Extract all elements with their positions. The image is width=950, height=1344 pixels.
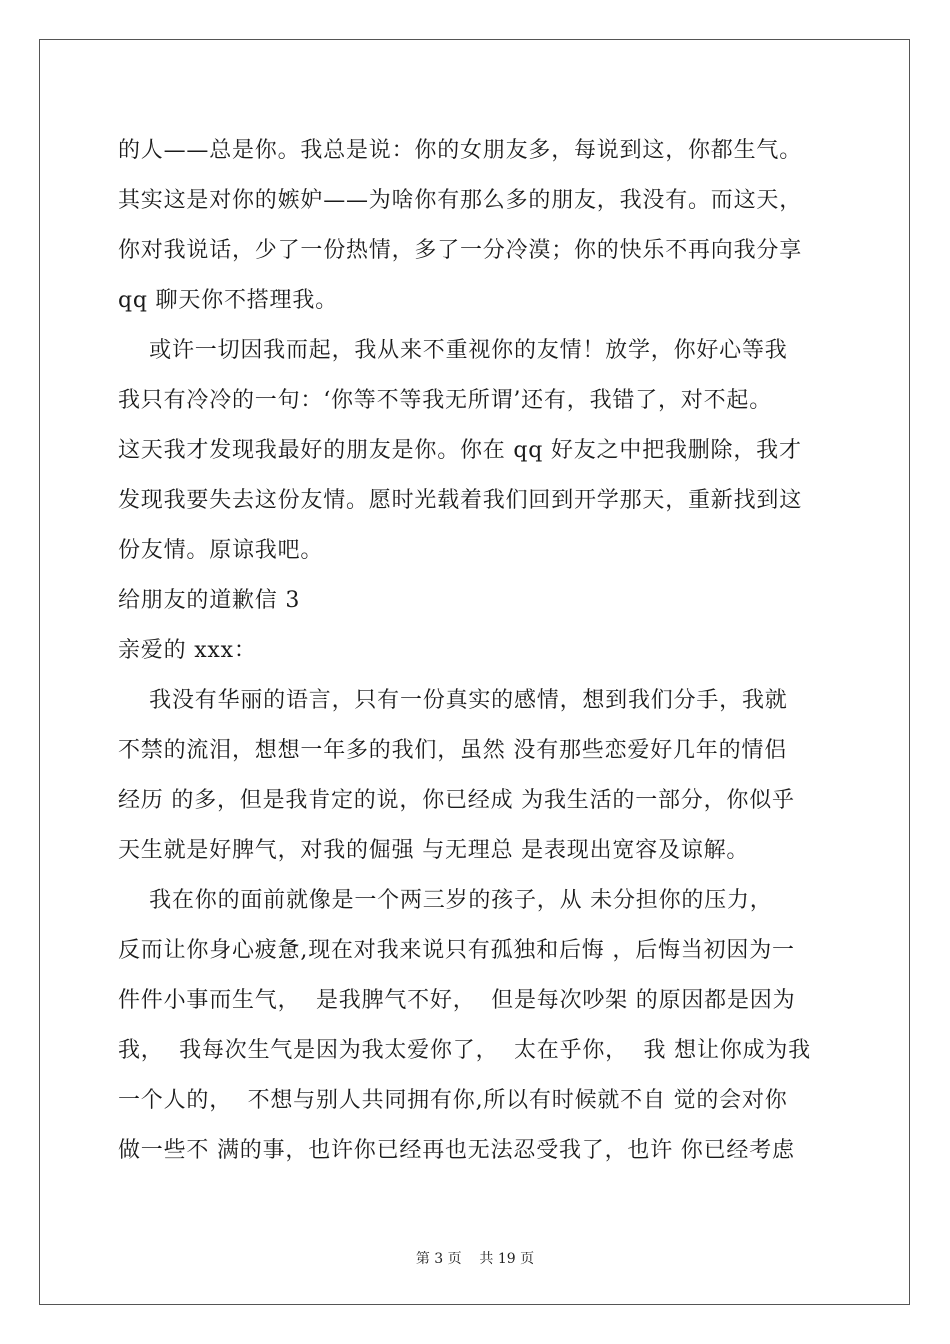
text-line: 反而让你身心疲惫,现在对我来说只有孤独和后悔 ，后悔当初因为一 bbox=[118, 938, 795, 963]
text-line: 其实这是对你的嫉妒——为啥你有那么多的朋友，我没有。而这天， bbox=[118, 188, 803, 213]
salutation: 亲爱的 xxx： bbox=[118, 638, 257, 663]
text-line: 经历 的多，但是我肯定的说，你已经成 为我生活的一部分，你似乎 bbox=[118, 788, 795, 813]
text-line: 发现我要失去这份友情。愿时光载着我们回到开学那天，重新找到这 bbox=[118, 488, 803, 513]
text-line: 我只有冷冷的一句：‘你等不等我无所谓’还有，我错了，对不起。 bbox=[118, 388, 772, 413]
text-line: 件件小事而生气， 是我脾气不好， 但是每次吵架 的原因都是因为 bbox=[118, 988, 796, 1013]
section-heading: 给朋友的道歉信 3 bbox=[118, 588, 301, 613]
text-line: 我， 我每次生气是因为我太爱你了， 太在乎你， 我 想让你成为我 bbox=[118, 1038, 811, 1063]
text-line: qq 聊天你不搭理我。 bbox=[118, 288, 338, 313]
text-line: 的人——总是你。我总是说：你的女朋友多，每说到这，你都生气。 bbox=[118, 138, 803, 163]
text-line: 我在你的面前就像是一个两三岁的孩子，从 未分担你的压力， bbox=[118, 888, 773, 913]
page-number-footer: 第 3 页 共 19 页 bbox=[415, 1251, 535, 1267]
text-line: 天生就是好脾气，对我的倔强 与无理总 是表现出宽容及谅解。 bbox=[118, 838, 750, 863]
text-line: 这天我才发现我最好的朋友是你。你在 qq 好友之中把我删除，我才 bbox=[118, 438, 802, 463]
text-line: 我没有华丽的语言，只有一份真实的感情，想到我们分手，我就 bbox=[118, 688, 788, 713]
text-line: 不禁的流泪，想想一年多的我们，虽然 没有那些恋爱好几年的情侣 bbox=[118, 738, 787, 763]
text-line: 份友情。原谅我吧。 bbox=[118, 538, 324, 563]
text-line: 做一些不 满的事，也许你已经再也无法忍受我了，也许 你已经考虑 bbox=[118, 1138, 795, 1163]
text-line: 一个人的， 不想与别人共同拥有你,所以有时候就不自 觉的会对你 bbox=[118, 1088, 788, 1113]
text-line: 或许一切因我而起，我从来不重视你的友情！放学，你好心等我 bbox=[118, 338, 788, 363]
text-line: 你对我说话，少了一份热情，多了一分冷漠；你的快乐不再向我分享 bbox=[118, 238, 803, 263]
document-body bbox=[118, 126, 838, 1176]
